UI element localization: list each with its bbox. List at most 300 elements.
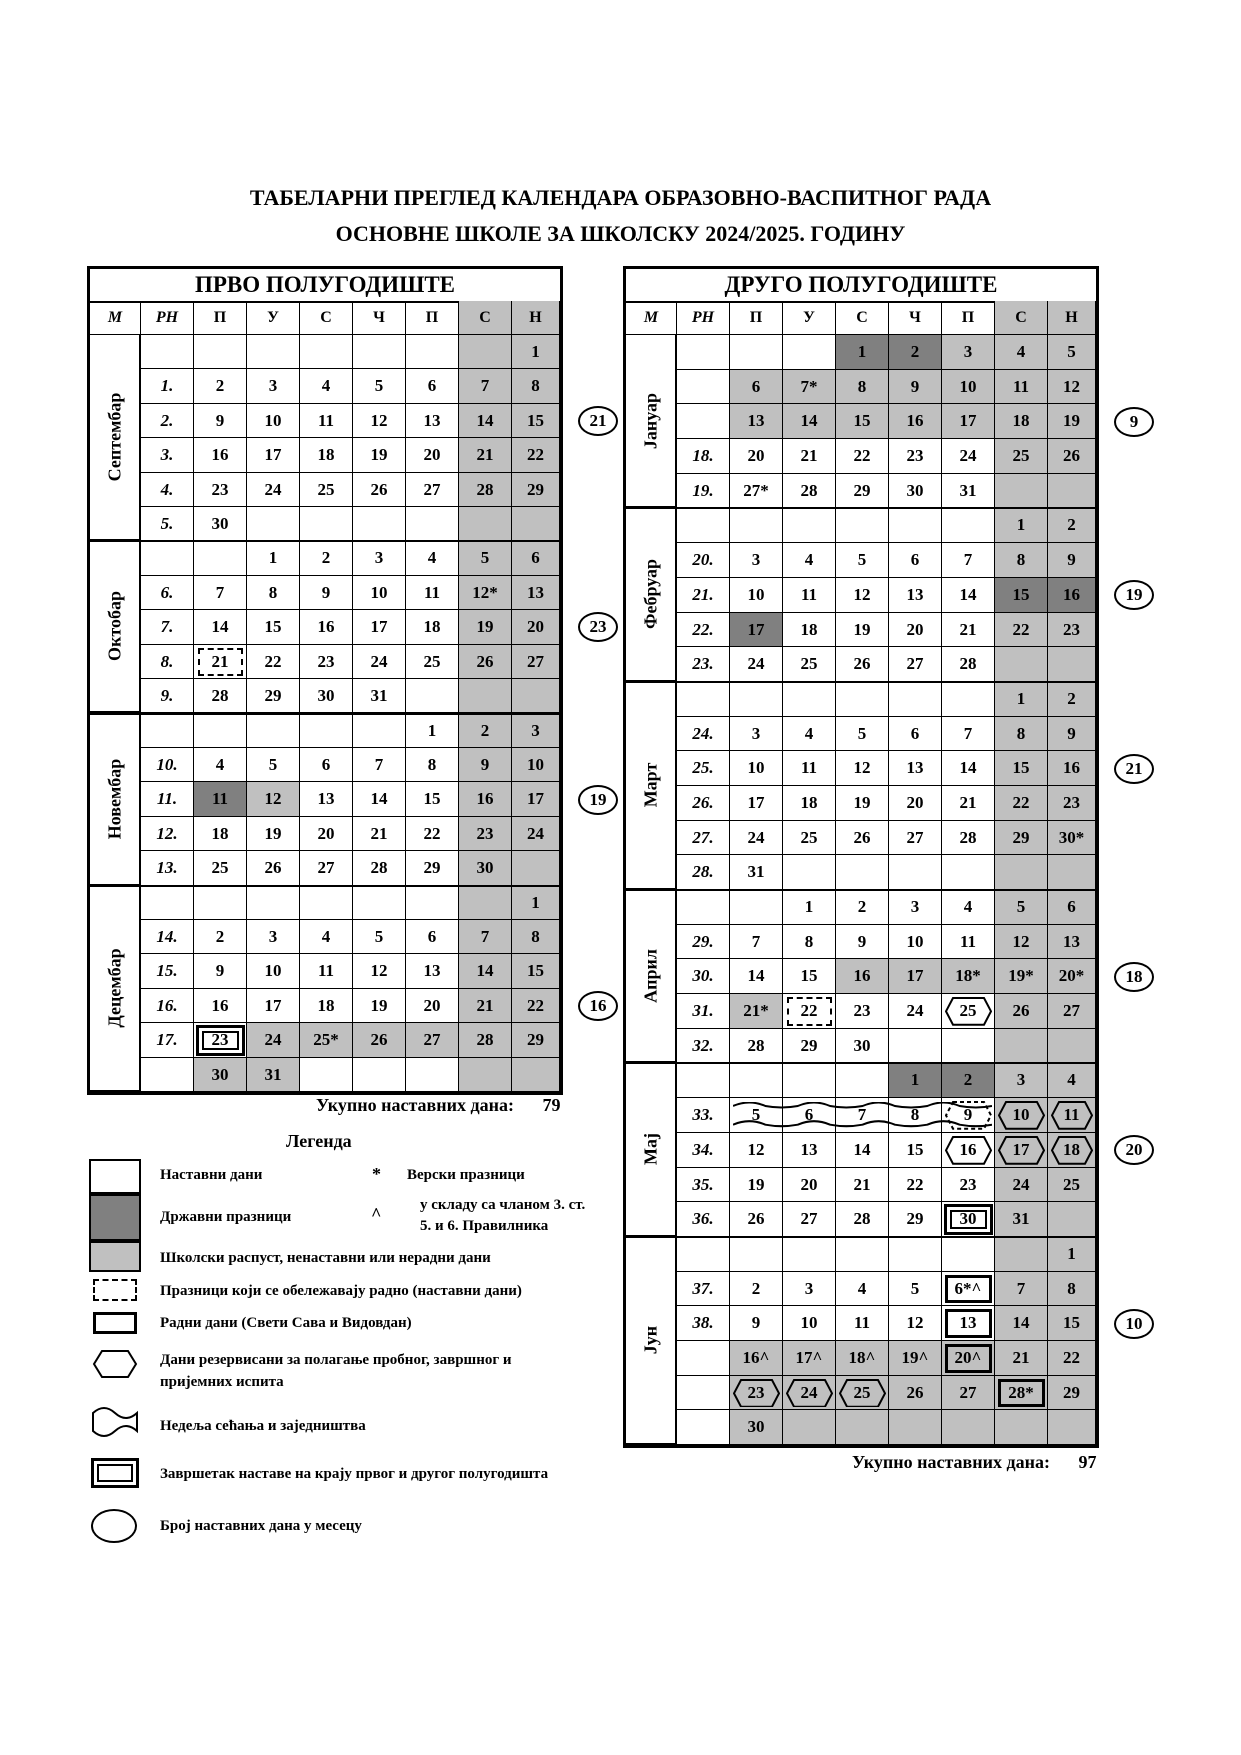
day-cell: 27: [942, 1376, 995, 1411]
day-cell: 11: [783, 751, 836, 786]
day-cell: [836, 508, 889, 543]
month-teaching-days-count: 16: [578, 991, 618, 1021]
month-label-cell: [90, 335, 141, 541]
day-cell: [836, 682, 889, 717]
day-cell: 5: [730, 1098, 783, 1133]
day-cell: 16: [194, 438, 247, 472]
week-number: [677, 1376, 730, 1411]
week-number: 32.: [677, 1029, 730, 1064]
month-name: Јун: [640, 1325, 660, 1355]
day-cell: 14: [783, 404, 836, 439]
first-semester-total-value: 79: [542, 1095, 561, 1115]
exam-day-hexagon: [1051, 1101, 1093, 1130]
day-cell: 26: [353, 1023, 406, 1057]
day-cell: 9: [836, 925, 889, 960]
day-cell: [512, 1058, 560, 1092]
day-cell: 9: [194, 404, 247, 438]
day-cell: 27: [512, 645, 560, 679]
week-number: [677, 370, 730, 405]
month-separator: [626, 507, 1096, 509]
day-cell: 5: [1048, 335, 1096, 370]
month-label-cell: [626, 1063, 677, 1236]
legend-caret-label-2: 5. и 6. Правилника: [420, 1218, 549, 1234]
exam-day-hexagon: [1051, 1136, 1093, 1165]
day-cell: 30: [889, 474, 942, 509]
day-cell: 19: [836, 613, 889, 648]
day-cell: [247, 886, 300, 920]
day-cell: 24: [783, 1376, 836, 1411]
day-cell: [406, 1058, 459, 1092]
day-cell: 27: [406, 1023, 459, 1057]
day-cell: [406, 507, 459, 541]
day-cell: 18: [1048, 1133, 1096, 1168]
day-cell: 15: [1048, 1306, 1096, 1341]
exam-day-hexagon: [998, 1136, 1045, 1165]
day-cell: 25: [995, 439, 1048, 474]
day-cell: 17: [247, 438, 300, 472]
month-teaching-days-count: 23: [578, 612, 618, 642]
day-cell: 7: [942, 543, 995, 578]
legend-religious-label: Верски празници: [407, 1167, 525, 1183]
day-cell: [1048, 1029, 1096, 1064]
day-cell: 16: [889, 404, 942, 439]
day-cell: 10: [730, 578, 783, 613]
day-cell: 6*^: [942, 1272, 995, 1307]
day-cell: [1048, 474, 1096, 509]
day-cell: [783, 1237, 836, 1272]
day-cell: 29: [995, 821, 1048, 856]
document-title-line2: ОСНОВНЕ ШКОЛЕ ЗА ШКОЛСКУ 2024/2025. ГОДИНУ: [335, 221, 906, 246]
month-teaching-days-count: 21: [578, 406, 618, 436]
day-cell: 6: [512, 541, 560, 575]
month-separator: [90, 540, 560, 542]
week-number: 27.: [677, 821, 730, 856]
day-cell: 26: [1048, 439, 1096, 474]
dashed-holiday-marker: [198, 648, 243, 676]
caret-symbol: ^: [371, 1204, 382, 1224]
document-title-line1: ТАБЕЛАРНИ ПРЕГЛЕД КАЛЕНДАРА ОБРАЗОВНО-ВАСПИТНОГ РАДА: [249, 185, 992, 210]
day-cell: 17: [247, 989, 300, 1023]
week-number: 21.: [677, 578, 730, 613]
day-cell: 25: [783, 647, 836, 682]
day-cell: 15: [995, 578, 1048, 613]
legend-title: Легенда: [286, 1131, 352, 1151]
week-number: 33.: [677, 1098, 730, 1133]
second-semester-table: [623, 266, 1099, 1448]
month-name: Септембар: [104, 392, 124, 482]
legend-workday-box-icon: [93, 1312, 137, 1334]
day-cell: 25: [300, 473, 353, 507]
day-cell: 18: [783, 613, 836, 648]
day-cell: 23: [1048, 613, 1096, 648]
day-cell: [730, 1063, 783, 1098]
day-cell: 6: [889, 717, 942, 752]
day-cell: 13: [512, 576, 560, 610]
day-cell: 9: [194, 954, 247, 988]
day-cell: 12: [730, 1133, 783, 1168]
day-cell: 2: [194, 369, 247, 403]
column-header-sat: С: [995, 301, 1048, 335]
day-cell: 28: [459, 1023, 512, 1057]
day-cell: 2: [1048, 682, 1096, 717]
day-cell: [995, 474, 1048, 509]
day-cell: 14: [459, 954, 512, 988]
day-cell: 17: [995, 1133, 1048, 1168]
second-semester-title: ДРУГО ПОЛУГОДИШТЕ: [626, 269, 1096, 303]
day-cell: 20: [889, 613, 942, 648]
day-cell: 28: [942, 647, 995, 682]
day-cell: 5: [836, 543, 889, 578]
exam-day-hexagon: [786, 1379, 833, 1408]
legend-wave-label: Недеља сећања и заједништва: [160, 1418, 366, 1434]
day-cell: [300, 714, 353, 748]
day-cell: [995, 855, 1048, 890]
day-cell: [942, 1410, 995, 1445]
day-cell: 17: [730, 786, 783, 821]
day-cell: 23: [300, 645, 353, 679]
month-name: Април: [640, 948, 660, 1003]
week-number: [141, 335, 194, 369]
legend-state-label: Државни празници: [160, 1209, 292, 1225]
day-cell: 21: [942, 786, 995, 821]
day-cell: [942, 1029, 995, 1064]
day-cell: 19: [730, 1168, 783, 1203]
day-cell: [995, 1410, 1048, 1445]
day-cell: 28: [194, 679, 247, 713]
day-cell: 12*: [459, 576, 512, 610]
day-cell: 26: [836, 647, 889, 682]
day-cell: 5: [353, 369, 406, 403]
day-cell: 20^: [942, 1341, 995, 1376]
day-cell: 1: [995, 682, 1048, 717]
semester-end-marker: [944, 1204, 993, 1235]
week-number: 4.: [141, 473, 194, 507]
day-cell: 26: [836, 821, 889, 856]
day-cell: 8: [995, 543, 1048, 578]
day-cell: 29: [247, 679, 300, 713]
legend-workday-label: Радни дани (Свети Сава и Видовдан): [160, 1315, 412, 1331]
day-cell: [512, 679, 560, 713]
week-number: 12.: [141, 817, 194, 851]
day-cell: [783, 855, 836, 890]
day-cell: [889, 508, 942, 543]
day-cell: 20: [300, 817, 353, 851]
day-cell: 13: [889, 751, 942, 786]
day-cell: 30: [194, 507, 247, 541]
day-cell: 13: [942, 1306, 995, 1341]
second-semester-total-value: 97: [1078, 1452, 1097, 1472]
day-cell: 29: [1048, 1376, 1096, 1411]
day-cell: 11: [783, 578, 836, 613]
day-cell: [836, 1410, 889, 1445]
column-header-sun: Н: [512, 301, 560, 335]
day-cell: 5: [247, 748, 300, 782]
day-cell: 13: [1048, 925, 1096, 960]
week-number: 10.: [141, 748, 194, 782]
day-cell: 12: [353, 954, 406, 988]
column-header-week: РН: [677, 301, 730, 335]
week-number: 14.: [141, 920, 194, 954]
day-cell: 11: [406, 576, 459, 610]
day-cell: 22: [247, 645, 300, 679]
day-cell: [194, 541, 247, 575]
day-cell: 28: [730, 1029, 783, 1064]
day-cell: 22: [1048, 1341, 1096, 1376]
day-cell: 14: [836, 1133, 889, 1168]
column-header-mon: П: [194, 301, 247, 335]
day-cell: 7: [459, 369, 512, 403]
day-cell: 17^: [783, 1341, 836, 1376]
first-semester-total-label: Укупно наставних дана:: [316, 1095, 514, 1115]
month-label-cell: [626, 682, 677, 890]
day-cell: 11: [836, 1306, 889, 1341]
day-cell: 15: [406, 782, 459, 816]
legend-exam-label-2: пријемних испита: [160, 1374, 284, 1390]
day-cell: 11: [194, 782, 247, 816]
week-number: [141, 886, 194, 920]
day-cell: 21: [459, 438, 512, 472]
day-cell: 23: [1048, 786, 1096, 821]
day-cell: 31: [247, 1058, 300, 1092]
day-cell: 9: [730, 1306, 783, 1341]
week-number: 9.: [141, 679, 194, 713]
day-cell: 19: [353, 438, 406, 472]
day-cell: 3: [730, 543, 783, 578]
day-cell: 28: [942, 821, 995, 856]
day-cell: [889, 1237, 942, 1272]
day-cell: [730, 890, 783, 925]
day-cell: [459, 335, 512, 369]
legend-wave-icon: [91, 1405, 139, 1439]
day-cell: 5: [353, 920, 406, 954]
day-cell: 11: [942, 925, 995, 960]
week-number: 3.: [141, 438, 194, 472]
workday-marker: [945, 1344, 992, 1373]
day-cell: 12: [836, 578, 889, 613]
day-cell: [1048, 647, 1096, 682]
week-number: 37.: [677, 1272, 730, 1307]
month-name: Фебруар: [640, 559, 660, 630]
day-cell: [889, 855, 942, 890]
exam-day-hexagon: [998, 1101, 1045, 1130]
second-semester-total-label: Укупно наставних дана:: [852, 1452, 1050, 1472]
day-cell: 3: [512, 714, 560, 748]
day-cell: 26: [247, 851, 300, 885]
day-cell: 19: [1048, 404, 1096, 439]
day-cell: 26: [995, 994, 1048, 1029]
day-cell: 18^: [836, 1341, 889, 1376]
day-cell: 6: [730, 370, 783, 405]
day-cell: [300, 335, 353, 369]
legend-hexagon-icon: [92, 1349, 138, 1379]
day-cell: 17: [730, 613, 783, 648]
day-cell: 20: [889, 786, 942, 821]
day-cell: 3: [247, 920, 300, 954]
week-number: [677, 682, 730, 717]
day-cell: 18: [300, 438, 353, 472]
day-cell: 7: [730, 925, 783, 960]
day-cell: 24: [730, 647, 783, 682]
day-cell: 23: [459, 817, 512, 851]
day-cell: 9: [942, 1098, 995, 1133]
day-cell: 29: [836, 474, 889, 509]
day-cell: 28: [459, 473, 512, 507]
day-cell: 1: [406, 714, 459, 748]
day-cell: 19: [247, 817, 300, 851]
day-cell: 12: [889, 1306, 942, 1341]
asterisk-symbol: *: [372, 1164, 381, 1184]
day-cell: 22: [995, 786, 1048, 821]
day-cell: 21: [995, 1341, 1048, 1376]
month-name: Јануар: [640, 392, 660, 449]
day-cell: 10: [783, 1306, 836, 1341]
day-cell: 24: [353, 645, 406, 679]
day-cell: 15: [512, 954, 560, 988]
day-cell: 30: [459, 851, 512, 885]
day-cell: 13: [889, 578, 942, 613]
legend-circle-label: Број наставних дана у месецу: [160, 1518, 362, 1534]
day-cell: 30: [836, 1029, 889, 1064]
week-number: 38.: [677, 1306, 730, 1341]
week-number: [677, 404, 730, 439]
day-cell: 14: [194, 610, 247, 644]
day-cell: 8: [512, 920, 560, 954]
week-number: 22.: [677, 613, 730, 648]
day-cell: 10: [889, 925, 942, 960]
day-cell: 9: [1048, 717, 1096, 752]
day-cell: 2: [459, 714, 512, 748]
week-number: 5.: [141, 507, 194, 541]
day-cell: 6: [406, 369, 459, 403]
day-cell: 12: [995, 925, 1048, 960]
day-cell: 9: [1048, 543, 1096, 578]
day-cell: [995, 1237, 1048, 1272]
day-cell: 27: [300, 851, 353, 885]
day-cell: 6: [1048, 890, 1096, 925]
day-cell: [353, 886, 406, 920]
day-cell: 12: [1048, 370, 1096, 405]
day-cell: 18: [783, 786, 836, 821]
day-cell: 19*: [995, 959, 1048, 994]
month-teaching-days-count: 19: [1114, 580, 1154, 610]
day-cell: 4: [942, 890, 995, 925]
day-cell: 8: [512, 369, 560, 403]
day-cell: 17: [353, 610, 406, 644]
day-cell: 20: [406, 438, 459, 472]
day-cell: [942, 682, 995, 717]
column-header-month: М: [626, 301, 677, 335]
month-separator: [90, 885, 560, 887]
week-number: 18.: [677, 439, 730, 474]
exam-day-hexagon: [733, 1379, 780, 1408]
day-cell: [1048, 1410, 1096, 1445]
day-cell: [194, 335, 247, 369]
day-cell: [942, 508, 995, 543]
day-cell: 14: [459, 404, 512, 438]
day-cell: 20: [512, 610, 560, 644]
day-cell: 8: [836, 370, 889, 405]
day-cell: 21: [194, 645, 247, 679]
day-cell: 11: [1048, 1098, 1096, 1133]
day-cell: 7: [836, 1098, 889, 1133]
day-cell: 6: [300, 748, 353, 782]
month-label-cell: [626, 335, 677, 508]
day-cell: 9: [459, 748, 512, 782]
week-number: 24.: [677, 717, 730, 752]
day-cell: [247, 714, 300, 748]
column-header-tue: У: [247, 301, 300, 335]
week-number: 2.: [141, 404, 194, 438]
day-cell: 11: [995, 370, 1048, 405]
day-cell: 30*: [1048, 821, 1096, 856]
day-cell: 3: [730, 717, 783, 752]
day-cell: [459, 886, 512, 920]
day-cell: [353, 714, 406, 748]
day-cell: 21: [836, 1168, 889, 1203]
day-cell: 26: [889, 1376, 942, 1411]
day-cell: 22: [512, 989, 560, 1023]
day-cell: 23: [836, 994, 889, 1029]
week-number: 26.: [677, 786, 730, 821]
day-cell: [730, 1237, 783, 1272]
day-cell: [459, 679, 512, 713]
day-cell: [995, 1029, 1048, 1064]
day-cell: 30: [300, 679, 353, 713]
day-cell: [836, 1237, 889, 1272]
day-cell: [942, 1237, 995, 1272]
day-cell: 16: [459, 782, 512, 816]
day-cell: [300, 507, 353, 541]
day-cell: [353, 335, 406, 369]
day-cell: 23: [889, 439, 942, 474]
day-cell: 26: [353, 473, 406, 507]
legend-dashed-label: Празници који се обележавају радно (наставни дани): [160, 1283, 522, 1299]
day-cell: 1: [995, 508, 1048, 543]
week-number: [677, 1063, 730, 1098]
day-cell: 9: [300, 576, 353, 610]
column-header-wed: С: [836, 301, 889, 335]
day-cell: 3: [942, 335, 995, 370]
day-cell: 8: [783, 925, 836, 960]
column-header-tue: У: [783, 301, 836, 335]
day-cell: 20*: [1048, 959, 1096, 994]
day-cell: 31: [995, 1202, 1048, 1237]
day-cell: 16: [836, 959, 889, 994]
month-name: Новембар: [104, 758, 124, 839]
workday-marker: [945, 1309, 992, 1338]
column-header-mon: П: [730, 301, 783, 335]
day-cell: [1048, 855, 1096, 890]
month-teaching-days-count: 19: [578, 785, 618, 815]
day-cell: 17: [889, 959, 942, 994]
week-number: 28.: [677, 855, 730, 890]
day-cell: [889, 1410, 942, 1445]
first-semester-total: [316, 1095, 560, 1116]
day-cell: 22: [783, 994, 836, 1029]
day-cell: 7: [194, 576, 247, 610]
first-semester-table: [87, 266, 563, 1095]
day-cell: [406, 886, 459, 920]
day-cell: 31: [353, 679, 406, 713]
day-cell: 3: [995, 1063, 1048, 1098]
day-cell: 11: [300, 954, 353, 988]
day-cell: 27: [889, 821, 942, 856]
month-name: Март: [640, 762, 660, 808]
column-header-fri: П: [406, 301, 459, 335]
day-cell: 24: [512, 817, 560, 851]
day-cell: 2: [836, 890, 889, 925]
month-label-cell: [626, 508, 677, 681]
